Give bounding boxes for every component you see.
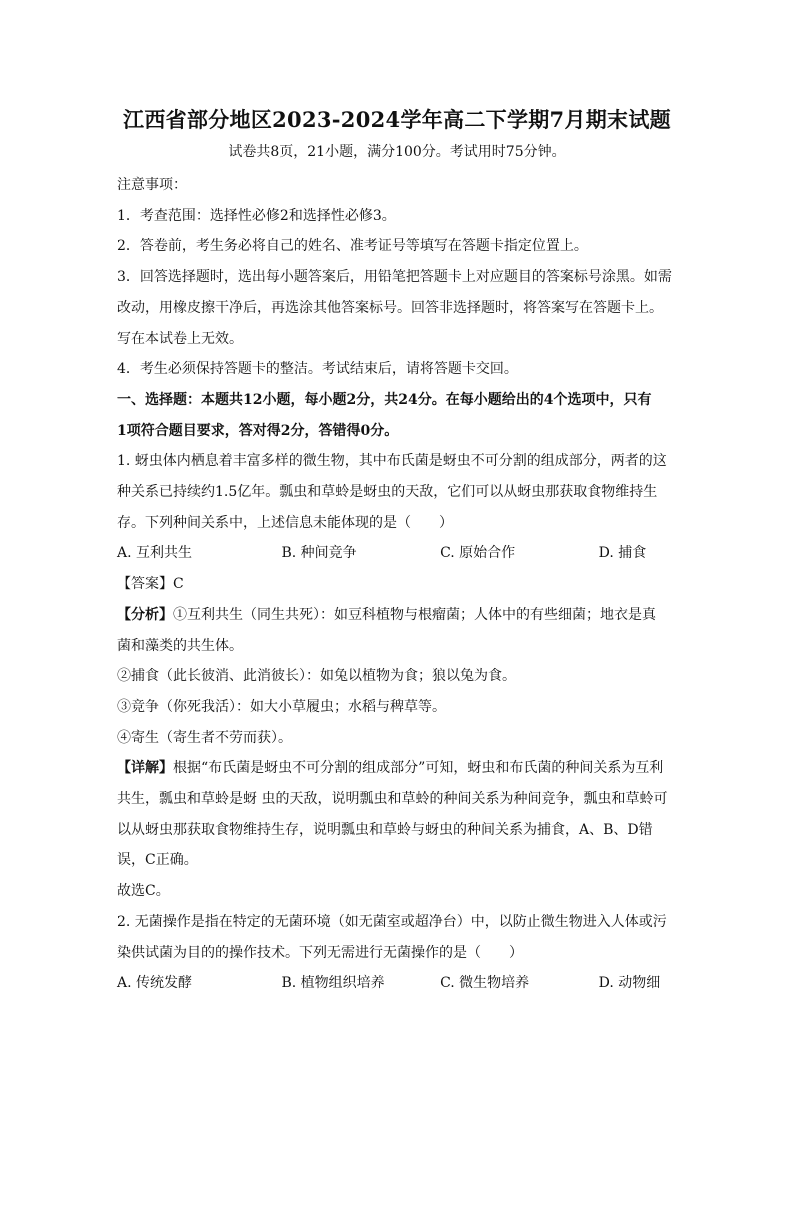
q1-detail-line: 【详解】根据“布氏菌是蚜虫不可分割的组成部分”可知，蚜虫和布氏菌的种间关系为互利 [117,760,664,777]
q2-stem-line: 2. 无菌操作是指在特定的无菌环境（如无菌室或超净台）中，以防止微生物进入人体或污 [117,913,667,930]
notice-line: 1．考查范围：选择性必修2和选择性必修3。 [117,207,396,224]
notice-line: 3．回答选择题时，选出每小题答案后，用铅笔把答题卡上对应题目的答案标号涂黑。如需 [117,269,672,286]
q1-analysis-item: ③竞争（你死我活）：如大小草履虫；水稻与稗草等。 [117,698,446,715]
q1-option-c: C. 原始合作 [440,545,516,562]
q1-analysis-item: ②捕食（此长彼消、此消彼长）：如兔以植物为食；狼以兔为食。 [117,668,516,685]
analysis-tag: 【分析】 [117,606,173,623]
q1-option-b: B. 种间竞争 [281,545,357,562]
q1-stem-line: 存。下列种间关系中，上述信息未能体现的是（ ） [117,514,453,531]
section-heading: 1项符合题目要求，答对得2分，答错得0分。 [117,422,399,439]
q2-option-d: D. 动物细 [598,975,661,992]
q1-analysis-item: ④寄生（寄生者不劳而获）。 [117,729,292,746]
notice-heading: 注意事项： [117,177,187,193]
q2-options [117,968,677,999]
q1-conclusion: 故选C。 [117,883,170,900]
q1-answer: 【答案】C [117,576,184,593]
q1-detail-line: 共生，瓢虫和草蛉是蚜 虫的天敌，说明瓢虫和草蛉的种间关系为种间竞争，瓢虫和草蛉可 [117,791,668,808]
q1-stem-line: 种关系已持续约1.5亿年。瓢虫和草蛉是蚜虫的天敌，它们可以从蚜虫那获取食物维持生 [117,484,658,501]
q1-option-d: D. 捕食 [598,545,647,562]
section-heading: 一、选择题：本题共12小题，每小题2分，共24分。在每小题给出的4个选项中，只有 [117,391,652,408]
q1-detail-line: 以从蚜虫那获取食物维持生存，说明瓢虫和草蛉与蚜虫的种间关系为捕食，A、B、D错 [117,821,653,838]
q1-options [117,538,677,569]
q1-stem-line: 1. 蚜虫体内栖息着丰富多样的微生物，其中布氏菌是蚜虫不可分割的组成部分，两者的这 [117,453,667,470]
document-page [0,106,794,1229]
q2-option-c: C. 微生物培养 [440,975,530,992]
notice-line: 改动，用橡皮擦干净后，再选涂其他答案标号。回答非选择题时，将答案写在答题卡上。 [117,299,663,316]
exam-body [117,170,677,999]
q1-option-a: A. 互利共生 [117,545,193,562]
q1-analysis-line: 菌和藻类的共生体。 [117,637,243,654]
notice-line: 4．考生必须保持答题卡的整洁。考试结束后，请将答题卡交回。 [117,361,518,378]
exam-title: 江西省部分地区2023-2024学年高二下学期7月期末试题 [123,107,671,132]
q1-detail-line: 误，C正确。 [117,852,198,869]
q2-stem-line: 染供试菌为目的的操作技术。下列无需进行无菌操作的是（ ） [117,944,523,961]
q2-option-b: B. 植物组织培养 [281,975,385,992]
q1-analysis-line: 【分析】①互利共生（同生共死）：如豆科植物与根瘤菌；人体中的有些细菌；地衣是真 [117,606,656,623]
notice-line: 2．答卷前，考生务必将自己的姓名、准考证号等填写在答题卡指定位置上。 [117,238,588,255]
q2-option-a: A. 传统发酵 [117,975,193,992]
notice-line: 写在本试卷上无效。 [117,330,243,347]
detail-tag: 【详解】 [117,760,173,777]
exam-subtitle: 试卷共8页，21小题，满分100分。考试用时75分钟。 [228,144,566,160]
